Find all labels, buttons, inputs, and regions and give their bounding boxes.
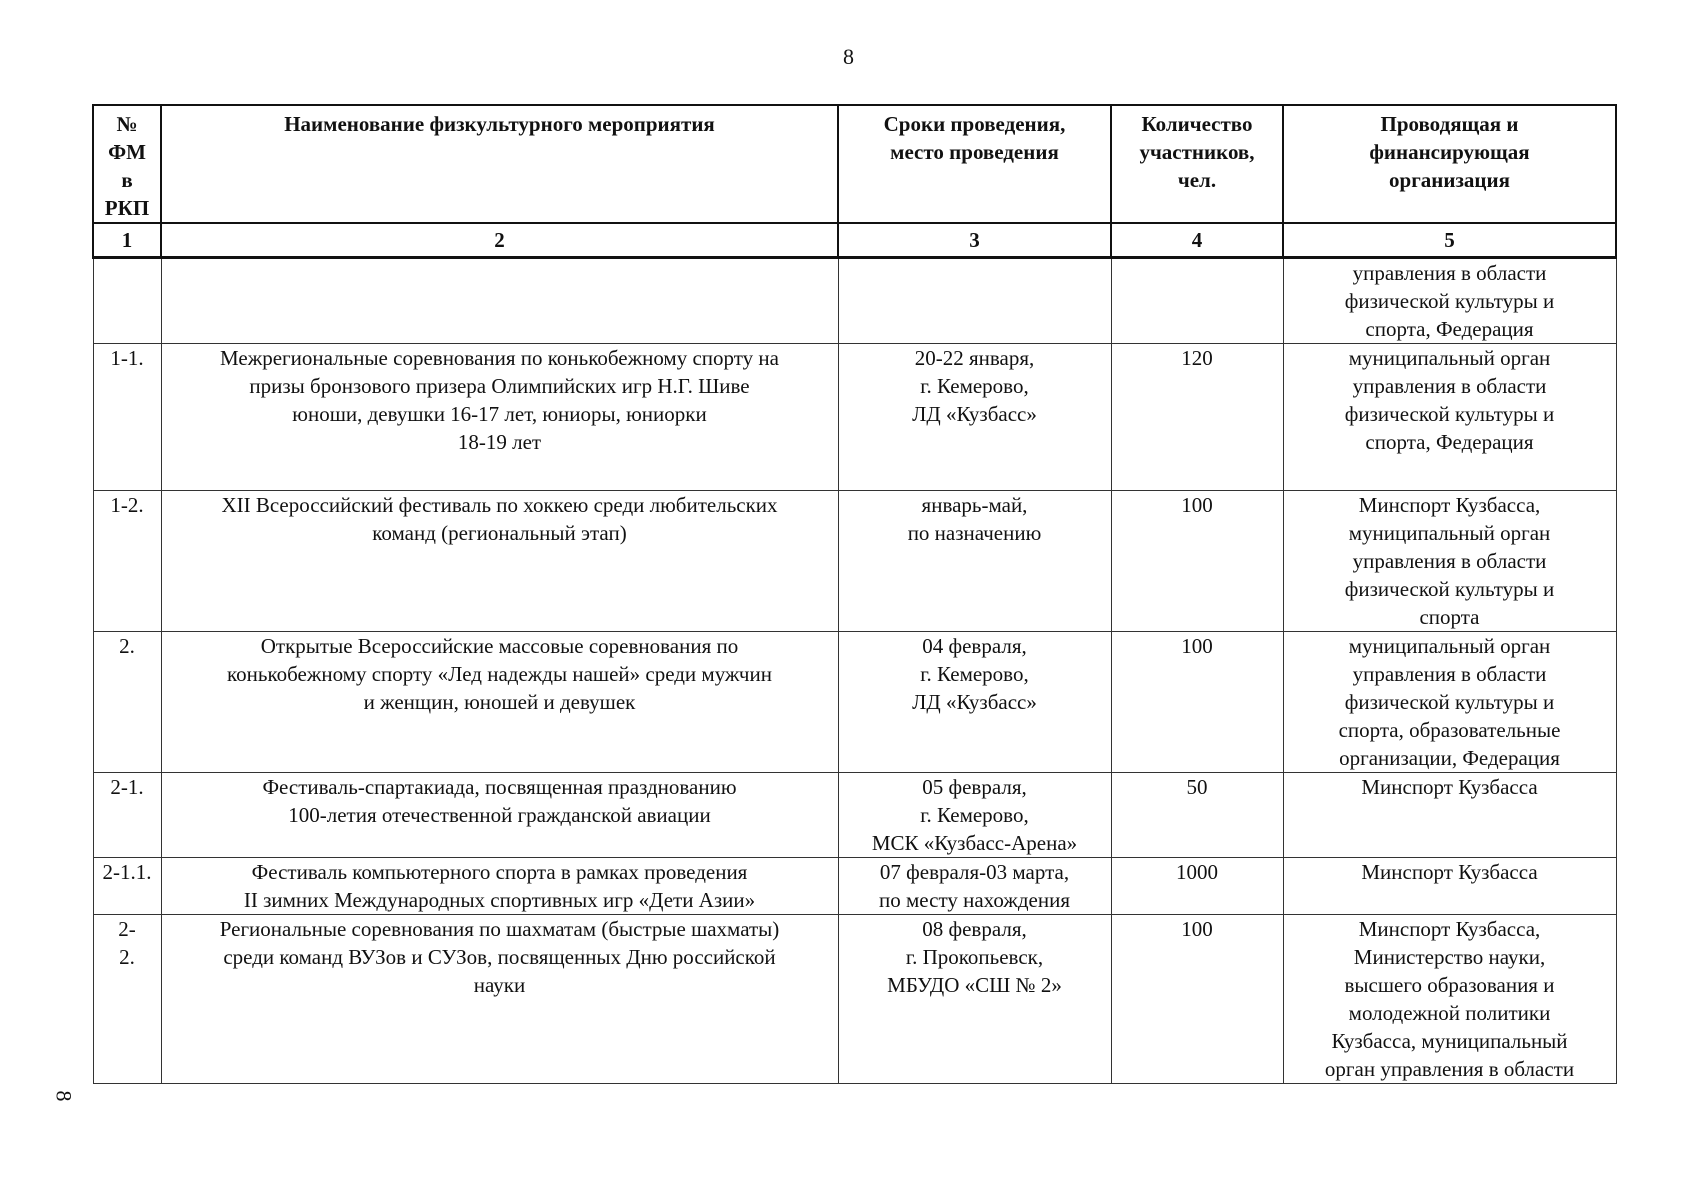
- event-participants: 100: [1111, 491, 1283, 632]
- table-row: [93, 773, 1616, 858]
- event-name: [161, 258, 838, 344]
- column-number-row: [93, 223, 1616, 258]
- event-organization: муниципальный орган управления в области физической культуры и спорта, Федерация: [1283, 344, 1616, 491]
- event-organization: управления в области физической культуры и спорта, Федерация: [1283, 258, 1616, 344]
- event-dates-place: 20-22 января, г. Кемерово, ЛД «Кузбасс»: [838, 344, 1111, 491]
- table-row: [93, 258, 1616, 344]
- table-row: [93, 344, 1616, 491]
- event-number: 1-2.: [93, 491, 161, 632]
- column-number: 1: [93, 223, 161, 258]
- event-participants: 50: [1111, 773, 1283, 858]
- event-number: 2-1.: [93, 773, 161, 858]
- event-name: Межрегиональные соревнования по конькобежному спорту на призы бронзового призера Олимпийских игр Н.Г. Шиве юноши, девушки 16-17 лет, юниоры, юниорки 18-19 лет: [161, 344, 838, 491]
- header-organization: Проводящая и финансирующая организация: [1283, 105, 1616, 223]
- table-row: [93, 491, 1616, 632]
- events-table: [92, 104, 1617, 1084]
- event-organization: Минспорт Кузбасса, муниципальный орган управления в области физической культуры и спорта: [1283, 491, 1616, 632]
- event-organization: муниципальный орган управления в области физической культуры и спорта, образовательные организации, Федерация: [1283, 632, 1616, 773]
- event-number: 2-1.1.: [93, 858, 161, 915]
- event-dates-place: 08 февраля, г. Прокопьевск, МБУДО «СШ № 2»: [838, 915, 1111, 1084]
- event-participants: 1000: [1111, 858, 1283, 915]
- header-dates-place: Сроки проведения, место проведения: [838, 105, 1111, 223]
- column-number: 5: [1283, 223, 1616, 258]
- column-number: 4: [1111, 223, 1283, 258]
- header-event-name: Наименование физкультурного мероприятия: [161, 105, 838, 223]
- column-number: 3: [838, 223, 1111, 258]
- event-dates-place: 07 февраля-03 марта, по месту нахождения: [838, 858, 1111, 915]
- table-row: [93, 632, 1616, 773]
- event-number: [93, 258, 161, 344]
- header-event-number: № ФМ в РКП: [93, 105, 161, 223]
- event-participants: 120: [1111, 344, 1283, 491]
- event-number: 1-1.: [93, 344, 161, 491]
- event-name: Открытые Всероссийские массовые соревнования по конькобежному спорту «Лед надежды нашей» среди мужчин и женщин, юношей и девушек: [161, 632, 838, 773]
- event-organization: Минспорт Кузбасса: [1283, 773, 1616, 858]
- event-dates-place: [838, 258, 1111, 344]
- event-name: Региональные соревнования по шахматам (быстрые шахматы) среди команд ВУЗов и СУЗов, посвященных Дню российской науки: [161, 915, 838, 1084]
- header-row: [93, 105, 1616, 223]
- event-name: Фестиваль-спартакиада, посвященная празднованию 100-летия отечественной гражданской авиации: [161, 773, 838, 858]
- event-name: Фестиваль компьютерного спорта в рамках проведения II зимних Международных спортивных игр «Дети Азии»: [161, 858, 838, 915]
- event-participants: 100: [1111, 915, 1283, 1084]
- table-row: [93, 915, 1616, 1084]
- event-dates-place: 05 февраля, г. Кемерово, МСК «Кузбасс-Арена»: [838, 773, 1111, 858]
- event-number: 2.: [93, 632, 161, 773]
- event-dates-place: январь-май, по назначению: [838, 491, 1111, 632]
- event-participants: 100: [1111, 632, 1283, 773]
- header-participants: Количество участников, чел.: [1111, 105, 1283, 223]
- event-organization: Минспорт Кузбасса, Министерство науки, высшего образования и молодежной политики Кузбасса, муниципальный орган управления в области: [1283, 915, 1616, 1084]
- column-number: 2: [161, 223, 838, 258]
- event-organization: Минспорт Кузбасса: [1283, 858, 1616, 915]
- table-row: [93, 858, 1616, 915]
- event-number: 2- 2.: [93, 915, 161, 1084]
- event-dates-place: 04 февраля, г. Кемерово, ЛД «Кузбасс»: [838, 632, 1111, 773]
- page-number: 8: [843, 44, 854, 69]
- margin-page-mark: 8: [51, 1090, 77, 1102]
- event-name: XII Всероссийский фестиваль по хоккею среди любительских команд (региональный этап): [161, 491, 838, 632]
- event-participants: [1111, 258, 1283, 344]
